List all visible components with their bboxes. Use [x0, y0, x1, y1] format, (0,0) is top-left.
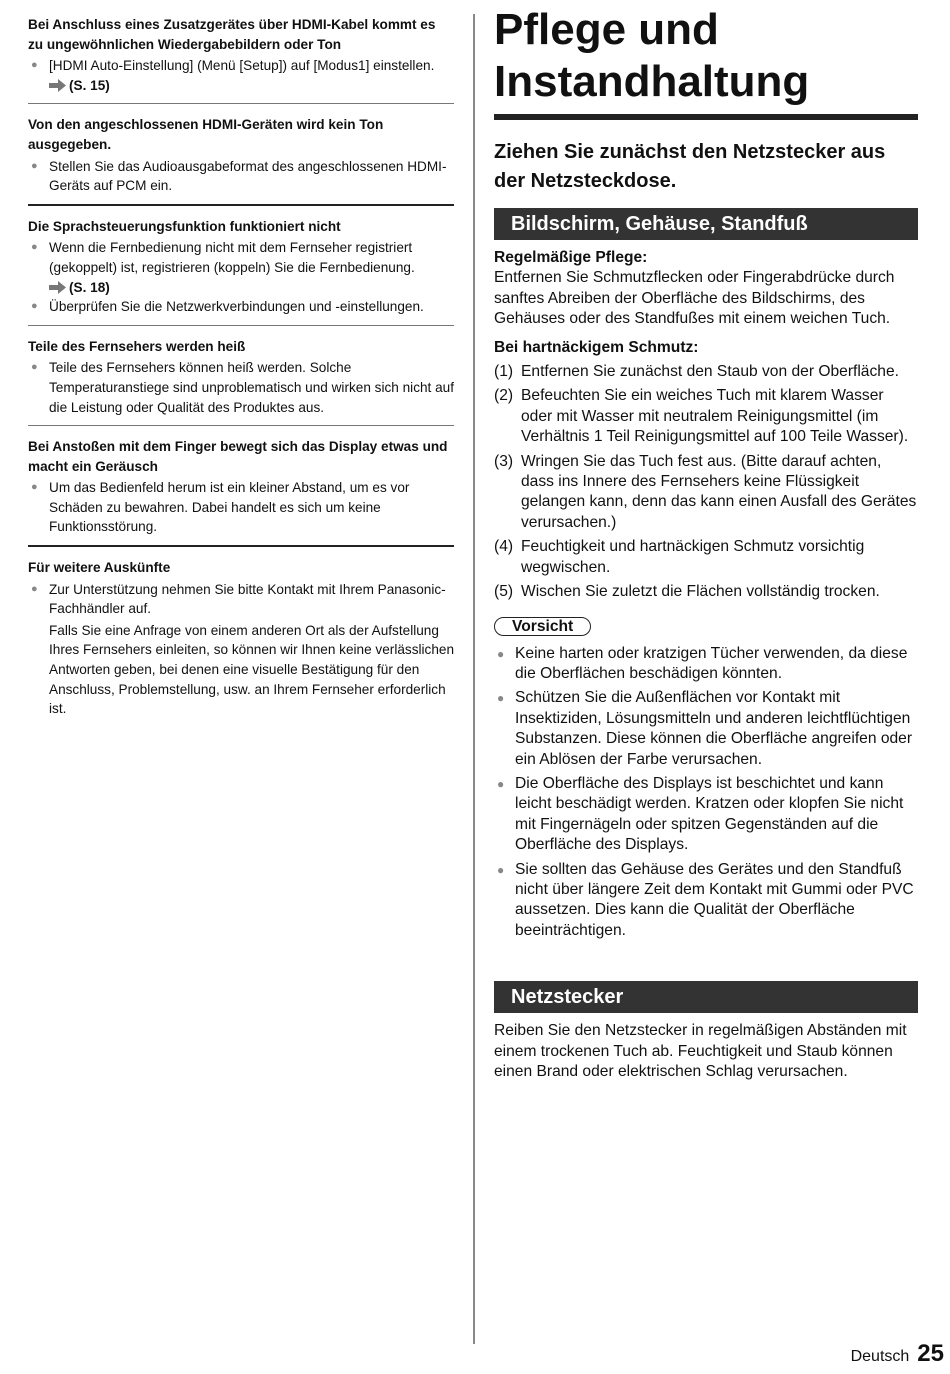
bullet-icon: ●: [497, 691, 505, 706]
regular-care-text: Entfernen Sie Schmutzflecken oder Fingerabdrücke durch sanftes Abreiben der Oberfläche des Bildschirms, des Gehäuses oder des Standfußes mit einem weichen Tuch.: [494, 269, 895, 328]
faq-bullet: ● [HDMI Auto-Einstellung] (Menü [Setup]) auf [Modus1] einstellen.: [28, 56, 454, 76]
regular-care-label: Regelmäßige Pflege:: [494, 249, 648, 266]
bullet-icon: ●: [31, 582, 38, 595]
section-heading-power-plug: Netzstecker: [494, 981, 918, 1013]
faq-bullet: ● Zur Unterstützung nehmen Sie bitte Kontakt mit Ihrem Panasonic-Fachhändler auf.: [31, 581, 446, 617]
page-reference[interactable]: (S. 15): [28, 76, 454, 96]
faq-question: Teile des Fernsehers werden heiß: [28, 338, 246, 354]
caution-badge: Vorsicht: [494, 617, 591, 636]
faq-bullet: ● Um das Bedienfeld herum ist ein kleiner Abstand, um es vor Schäden zu bewahren. Dabei handelt es sich um keine Funktionsstörung.: [31, 480, 410, 535]
faq-bullet: ● Wenn die Fernbedienung nicht mit dem Fernseher registriert (gekoppelt) ist, registrieren (koppeln) Sie die Fernbedienung.: [31, 240, 415, 275]
page-title: Pflege und Instandhaltung: [494, 4, 918, 120]
power-plug-text: Reiben Sie den Netzstecker in regelmäßigen Abständen mit einem trockenen Tuch ab. Feuchtigkeit und Staub können einen Brand oder elektrischen Schlag verursachen.: [494, 1022, 907, 1080]
bullet-icon: ●: [31, 241, 38, 254]
faq-question: Für weitere Auskünfte: [28, 560, 171, 576]
faq-bullet: ● Teile des Fernsehers können heiß werden. Solche Temperaturanstiege sind unproblematisch und wirken sich nicht auf die Leistung oder Qualität des Produktes aus.: [31, 360, 455, 415]
column-divider: [473, 14, 475, 1344]
faq-question: Bei Anstoßen mit dem Finger bewegt sich das Display etwas und macht ein Geräusch: [28, 439, 448, 474]
caution-item: ● Die Oberfläche des Displays ist beschichtet und kann leicht beschädigt werden. Kratzen oder klopfen Sie nicht mit Fingernägeln oder spitzen Gegenständen auf die Oberfläche des Displays.: [497, 774, 904, 854]
faq-hdmi-playback: [28, 10, 454, 104]
faq-bullet: ● Stellen Sie das Audioausgabeformat des angeschlossenen HDMI-Geräts auf PCM ein.: [31, 158, 447, 194]
bullet-icon: ●: [31, 481, 38, 494]
bullet-icon: ●: [497, 862, 505, 877]
arrow-right-icon: [49, 281, 66, 294]
bullet-icon: ●: [31, 159, 38, 172]
faq-voice-control: [28, 212, 454, 326]
page-footer: [851, 1340, 944, 1368]
cleaning-steps: [494, 362, 918, 602]
right-column: [494, 4, 918, 1082]
step-item: (1) Entfernen Sie zunächst den Staub von der Oberfläche.: [494, 363, 899, 381]
step-item: (3) Wringen Sie das Tuch fest aus. (Bitte darauf achten, dass ins Innere des Fernsehers keine Flüssigkeit gelangen kann, denn das kann einen Ausfall des Gerätes verursachen.): [494, 452, 917, 531]
bullet-icon: ●: [31, 300, 38, 313]
bullet-icon: ●: [31, 361, 38, 374]
caution-item: ● Schützen Sie die Außenflächen vor Kontakt mit Insektiziden, Lösungsmitteln und anderen leichtflüchtigen Substanzen. Diese können die Oberfläche angreifen oder ein Ablösen der Farbe verursachen.: [497, 689, 913, 768]
section-heading-screen: Bildschirm, Gehäuse, Standfuß: [494, 208, 918, 240]
bullet-icon: ●: [31, 59, 38, 72]
page-subtitle: Ziehen Sie zunächst den Netzstecker aus der Netzsteckdose.: [494, 141, 886, 192]
left-column: [28, 10, 454, 727]
faq-question: Die Sprachsteuerungsfunktion funktioniert nicht: [28, 218, 341, 234]
page-reference[interactable]: (S. 18): [28, 278, 454, 298]
faq-question: Bei Anschluss eines Zusatzgerätes über HDMI-Kabel kommt es zu ungewöhnlichen Wiedergabebildern oder Ton: [28, 17, 436, 52]
faq-hdmi-no-sound: [28, 110, 454, 205]
faq-further-info: [28, 553, 454, 727]
page-number: 25: [917, 1340, 944, 1367]
faq-bullet: ● Überprüfen Sie die Netzwerkverbindungen und -einstellungen.: [28, 297, 454, 317]
stubborn-dirt-label: Bei hartnäckigem Schmutz:: [494, 338, 699, 356]
bullet-icon: ●: [497, 776, 505, 791]
caution-item: ● Sie sollten das Gehäuse des Gerätes und den Standfuß nicht über längere Zeit dem Kontakt mit Gummi oder PVC aussetzen. Dies kann die Qualität der Oberfläche beeinträchtigen.: [497, 860, 914, 939]
faq-question: Von den angeschlossenen HDMI-Geräten wird kein Ton ausgegeben.: [28, 117, 384, 152]
faq-paragraph: Falls Sie eine Anfrage von einem anderen Ort als der Aufstellung Ihres Fernsehers einleiten, so können wir Ihnen keine verlässlichen Antworten geben, bei denen eine visuelle Bestätigung für den Anschluss, Problemstellung, usw. an Ihrem Fernseher erforderlich ist.: [49, 622, 455, 717]
step-item: (2) Befeuchten Sie ein weiches Tuch mit klarem Wasser oder mit Wasser mit neutralem Reinigungsmittel (im Verhältnis 1 Teil Reinigungsmittel auf 100 Teile Wasser).: [494, 387, 909, 446]
footer-language: Deutsch: [850, 1348, 910, 1365]
faq-parts-hot: [28, 332, 454, 426]
caution-item: ● Keine harten oder kratzigen Tücher verwenden, da diese die Oberflächen beschädigen könnten.: [497, 644, 908, 682]
bullet-icon: ●: [497, 646, 505, 661]
step-item: (5) Wischen Sie zuletzt die Flächen vollständig trocken.: [494, 583, 880, 601]
caution-list: [494, 644, 918, 942]
step-item: (4) Feuchtigkeit und hartnäckigen Schmutz vorsichtig wegwischen.: [494, 538, 865, 576]
faq-display-moves: [28, 432, 454, 547]
arrow-right-icon: [49, 79, 66, 92]
